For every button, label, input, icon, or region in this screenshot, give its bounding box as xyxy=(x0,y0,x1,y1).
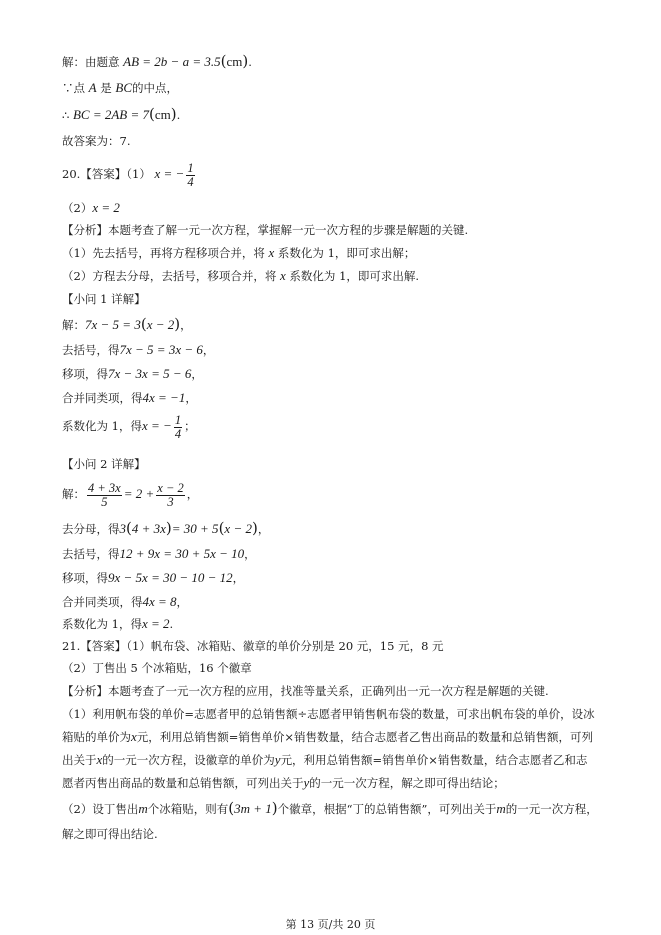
q21-p2-line1: （2）设丁售出m个冰箱贴，则有(3m + 1)个徽章，根据“丁的总销售额”，可列出关于m的一元一次方程， xyxy=(62,799,598,817)
page-footer: 第 13 页/共 20 页 xyxy=(285,918,376,931)
q20-s1-line4: 合并同类项，得4x = −1， xyxy=(62,390,197,405)
fraction: $\frac{4 + 3x}{5}$ xyxy=(88,480,121,509)
q20-sub1-heading: 【小问 1 详解】 xyxy=(62,292,146,306)
q20-analysis-2: （2）方程去分母，去括号，移项合并，将 x 系数化为 1，即可求出解. xyxy=(62,268,420,283)
q20-s2-line3: 去括号，得12 + 9x = 30 + 5x − 10， xyxy=(62,546,256,561)
q20-answer-2: （2）x = 2 xyxy=(62,200,120,215)
q20-answer-1: 20.【答案】（1） x = − $\frac{1}{4}$ xyxy=(62,160,194,189)
fraction: $\frac{1}{4}$ xyxy=(187,160,194,189)
q20-analysis-1: （1）先去括号，再将方程移项合并，将 x 系数化为 1，即可求出解； xyxy=(62,245,416,260)
q20-s1-line1: 解：7x − 5 = 3(x − 2)， xyxy=(62,315,192,333)
midpoint-line: ∵点 A 是 BC的中点， xyxy=(62,80,179,95)
q21-p1-line1: （1）利用帆布袋的单价=志愿者甲的总销售额÷志愿者甲销售帆布袋的数量，可求出帆布袋的单价，设冰 xyxy=(62,707,595,721)
fraction: $\frac{x - 2}{3}$ xyxy=(157,480,184,509)
q21-p1-line3: 出关于x的一元一次方程，设徽章的单价为y元，利用总销售额=销售单价×销售数量，结合志愿者乙和志 xyxy=(62,752,588,767)
q21-analysis: 【分析】本题考查了一元一次方程的应用，找准等量关系，正确列出一元一次方程是解题的关键. xyxy=(62,684,549,698)
q20-s1-line3: 移项，得7x − 3x = 5 − 6， xyxy=(62,366,203,381)
q20-s2-line6: 系数化为 1，得x = 2. xyxy=(62,616,174,631)
fraction: $\frac{1}{4}$ xyxy=(174,412,182,441)
q20-s2-line4: 移项，得9x − 5x = 30 − 10 − 12， xyxy=(62,570,245,585)
q20-s1-line5: 系数化为 1，得x = − $\frac{1}{4}$ ； xyxy=(62,412,196,441)
q21-answer-1: 21.【答案】（1）帆布袋、冰箱贴、徽章的单价分别是 20 元，15 元，8 元 xyxy=(62,639,444,653)
q21-p2-line2: 解之即可得出结论. xyxy=(62,827,158,841)
q20-s2-line1: 解： $\frac{4 + 3x}{5}$ = 2 + $\frac{x - 2}{3}$ ， xyxy=(62,480,199,509)
q21-answer-2: （2）丁售出 5 个冰箱贴，16 个徽章 xyxy=(62,661,252,675)
q20-s2-line2: 去分母，得3(4 + 3x)= 30 + 5(x − 2)， xyxy=(62,519,270,537)
solution-line-ab: 解：由题意 AB = 2b − a = 3.5(cm). xyxy=(62,52,252,70)
q20-analysis: 【分析】本题考查了解一元一次方程，掌握解一元一次方程的步骤是解题的关键. xyxy=(62,223,469,237)
q20-s1-line2: 去括号，得7x − 5 = 3x − 6， xyxy=(62,342,215,357)
q21-p1-line2: 箱贴的单价为x元，利用总销售额=销售单价×销售数量，结合志愿者乙售出商品的数量和总销售额，可列 xyxy=(62,729,594,744)
bc-line: ∴ BC = 2AB = 7(cm). xyxy=(62,105,181,123)
q21-p1-line4: 愿者丙售出商品的数量和总销售额，可列出关于y的一元一次方程，解之即可得出结论； xyxy=(62,775,505,790)
q20-s2-line5: 合并同类项，得4x = 8， xyxy=(62,594,189,609)
q20-sub2-heading: 【小问 2 详解】 xyxy=(62,457,146,471)
answer-line: 故答案为：7. xyxy=(62,134,131,148)
